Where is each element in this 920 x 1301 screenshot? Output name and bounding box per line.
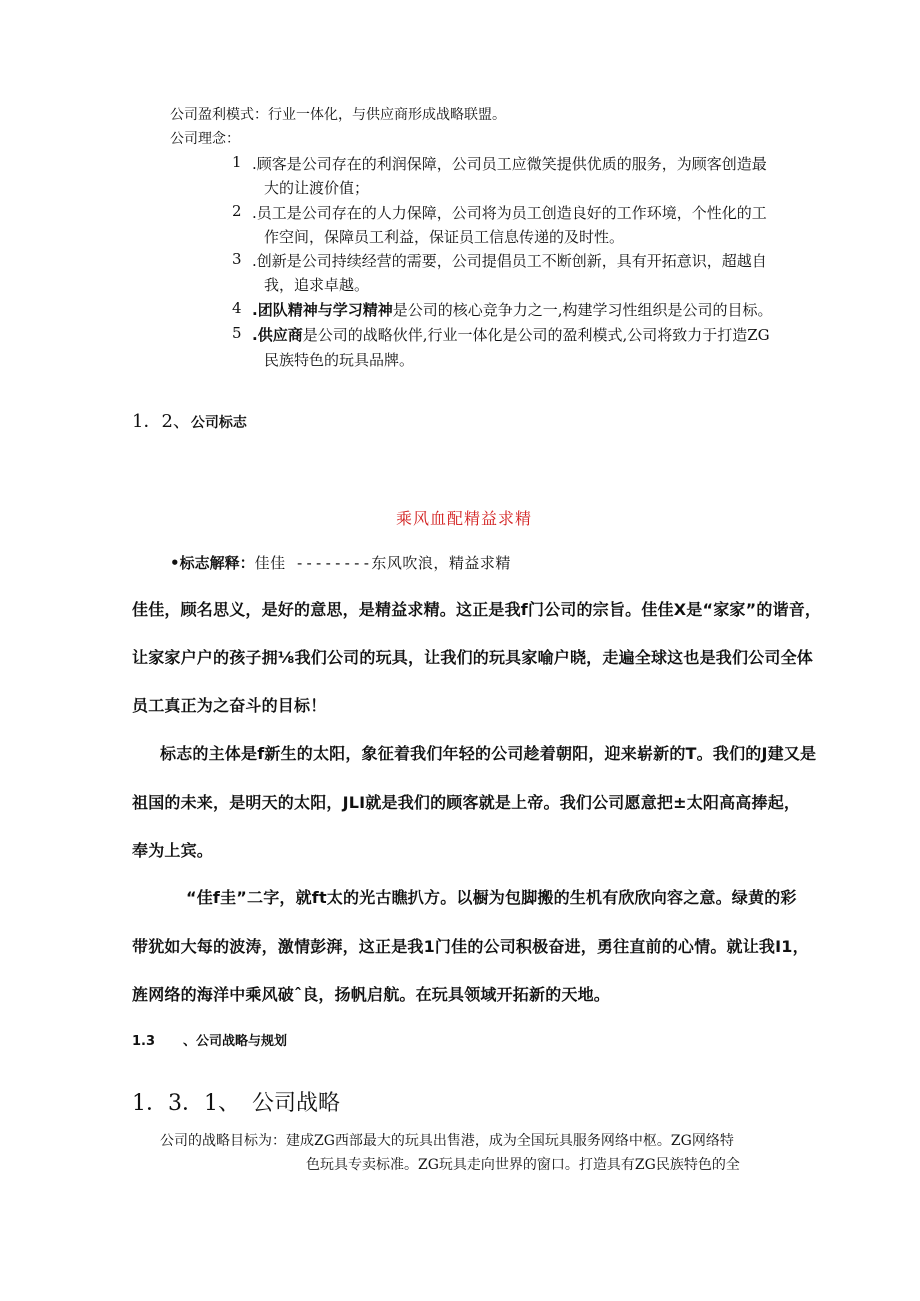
section-title: 、公司战略与规划: [183, 1034, 288, 1049]
section-title: 公司战略: [252, 1091, 341, 1116]
section-heading-1-2: [132, 407, 247, 433]
paragraph-line: 让家家户户的孩子拥⅛我们公司的玩具，让我们的玩具家喻户晓，走遍全球这也是我们公司全体: [132, 648, 813, 667]
list-item-text: .创新是公司持续经营的需要，公司提倡员工不断创新，具有开拓意识，超越自: [252, 252, 767, 270]
paragraph-line: 旌网络的海洋中乘风破ˆ良，扬帆启航。在玩具领域开拓新的天地。: [132, 985, 611, 1004]
paragraph-line: 奉为上宾。: [132, 841, 214, 860]
logo-explanation: [170, 552, 511, 573]
list-item-bold-term: .供应商: [252, 326, 303, 344]
list-item-bold-term: .团队精神与学习精神: [252, 301, 393, 319]
philosophy-label: 公司理念：: [170, 131, 240, 147]
list-item-rest: 是公司的核心竞争力之一,构建学习性组织是公司的目标。: [392, 301, 773, 319]
paragraph-line: 员工真正为之奋斗的目标！: [132, 696, 327, 715]
section-title: 公司标志: [190, 415, 247, 431]
list-item-text-cont: 我，追求卓越。: [264, 276, 370, 294]
list-item-number: 5: [232, 324, 242, 342]
list-item-text: .员工是公司存在的人力保障，公司将为员工创造良好的工作环境，个性化的工: [252, 204, 767, 222]
logo-slogan: 乘风血配精益求精: [396, 509, 533, 528]
list-item-text: [252, 299, 772, 320]
section-number: 1．2、: [132, 411, 191, 432]
logo-explanation-label: •标志解释：: [170, 554, 255, 572]
paragraph-line: “佳f圭”二字，就ft太的光古瞧扒方。以橱为包脚搬的生机有欣欣向容之意。绿黄的彩: [186, 888, 797, 907]
list-item-number: 3: [232, 250, 242, 268]
strategy-text-cont: 色玩具专卖标准。ZG玩具走向世界的窗口。打造具有ZG民族特色的全: [306, 1157, 740, 1173]
list-item-text: [252, 324, 770, 345]
paragraph-line: 佳佳，顾名思义，是好的意思，是精益求精。这正是我f门公司的宗旨。佳佳X是“家家”的谐音，: [132, 600, 822, 619]
list-item-number: 4: [232, 299, 242, 317]
list-item-text-cont: 作空间，保障员工利益，保证员工信息传递的及时性。: [264, 228, 625, 246]
list-item-text: .顾客是公司存在的利润保障，公司员工应微笑提供优质的服务，为顾客创造最: [252, 155, 767, 173]
section-number: 1．3．1、: [132, 1091, 240, 1116]
paragraph-line: 祖国的未来，是明天的太阳，JLI就是我们的顾客就是上帝。我们公司愿意把±太阳高高捧起，: [132, 793, 801, 812]
list-item-text-cont: 大的让渡价值；: [264, 179, 370, 197]
list-item-rest: 是公司的战略伙伴,行业一体化是公司的盈利模式,公司将致力于打造ZG: [302, 326, 770, 344]
list-item-text-cont: 民族特色的玩具品牌。: [264, 351, 415, 369]
section-number: 1.3: [132, 1034, 156, 1049]
section-heading-1-3-1: [132, 1086, 340, 1117]
section-heading-1-3: [132, 1030, 287, 1049]
strategy-text: 公司的战略目标为：建成ZG西部最大的玩具出售港，成为全国玩具服务网络中枢。ZG网络特: [160, 1133, 734, 1149]
profit-model-text: 公司盈利模式：行业一体化，与供应商形成战略联盟。: [170, 107, 506, 123]
paragraph-line: 标志的主体是f新生的太阳，象征着我们年轻的公司趁着朝阳，迎来崭新的T。我们的J建又是: [160, 744, 817, 763]
list-item-number: 2: [232, 202, 242, 220]
paragraph-line: 带犹如大每的波涛，激情彭湃，这正是我1门佳的公司积极奋进，勇往直前的心情。就让我I1，: [132, 937, 809, 956]
logo-explanation-text: 佳佳 --------东风吹浪，精益求精: [254, 554, 511, 572]
list-item-number: 1: [232, 153, 242, 171]
